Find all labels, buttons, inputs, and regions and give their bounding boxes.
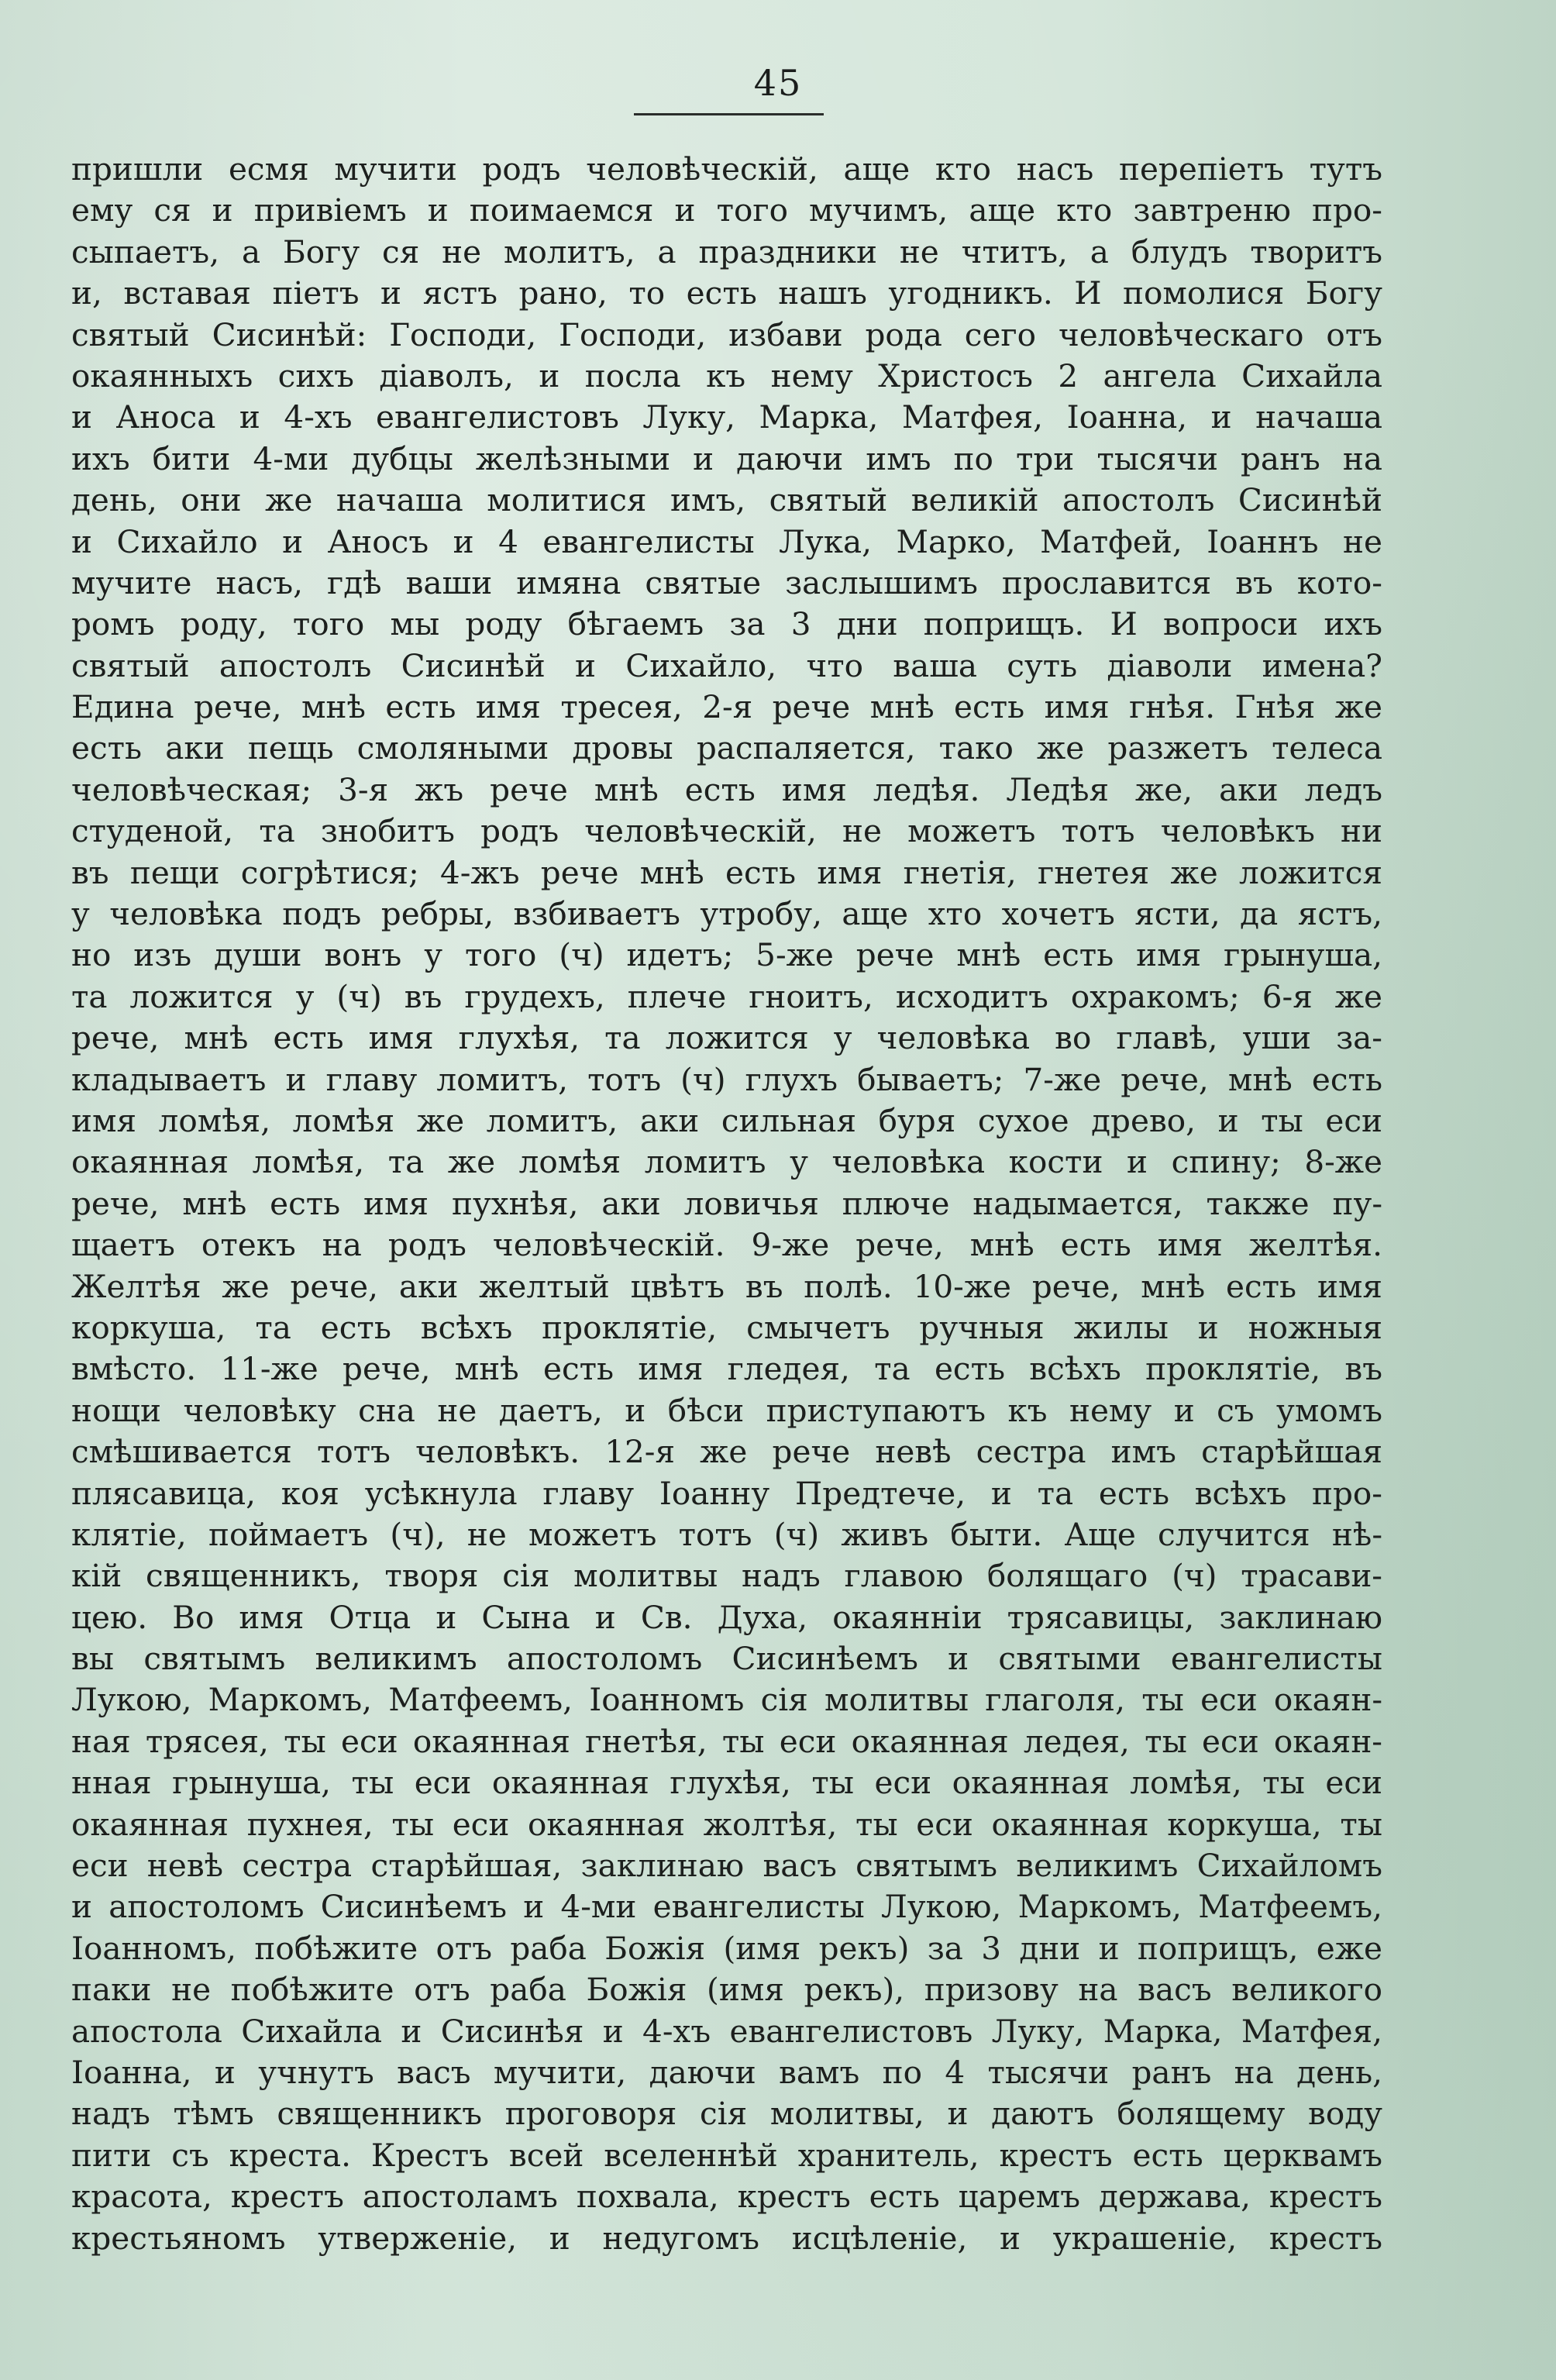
text-line: и Сихайло и Аносъ и 4 евангелисты Лука, Марко, Матфей, Іоаннъ не — [71, 522, 1382, 560]
text-line: клятіе, поймаетъ (ч), не можетъ тотъ (ч) живъ быти. Аще случится нѣ- — [71, 1515, 1382, 1553]
text-line: щаетъ отекъ на родъ человѣческій. 9-же рече, мнѣ есть имя желтѣя. — [71, 1226, 1382, 1264]
text-line: есть аки пещь смоляными дровы распаляется, тако же разжетъ телеса — [71, 729, 1382, 767]
text-line: коркуша, та есть всѣхъ проклятіе, смычетъ ручныя жилы и ножныя — [71, 1308, 1382, 1346]
text-line: ная трясея, ты еси окаянная гнетѣя, ты еси окаянная ледея, ты еси окаян- — [71, 1722, 1382, 1760]
text-line: окаянная пухнея, ты еси окаянная жолтѣя, ты еси окаянная коркуша, ты — [71, 1805, 1382, 1843]
text-line: нощи человѣку сна не даетъ, и бѣси приступаютъ къ нему и съ умомъ — [71, 1391, 1382, 1429]
text-line: Желтѣя же рече, аки желтый цвѣтъ въ полѣ. 10-же рече, мнѣ есть имя — [71, 1267, 1382, 1305]
header-rule — [634, 113, 824, 115]
text-line: у человѣка подъ ребры, взбиваетъ утробу, аще хто хочетъ ясти, да ястъ, — [71, 895, 1382, 933]
text-line: Іоанномъ, побѣжите отъ раба Божія (имя рекъ) за 3 дни и поприщъ, еже — [71, 1929, 1382, 1967]
text-line: кладываетъ и главу ломитъ, тотъ (ч) глухъ бываетъ; 7-же рече, мнѣ есть — [71, 1060, 1382, 1098]
text-line: ихъ бити 4-ми дубцы желѣзными и даючи имъ по три тысячи ранъ на — [71, 439, 1382, 477]
text-line: смѣшивается тотъ человѣкъ. 12-я же рече невѣ сестра имъ старѣйшая — [71, 1433, 1382, 1471]
text-line: человѣческая; 3-я жъ рече мнѣ есть имя ледѣя. Ледѣя же, аки ледъ — [71, 770, 1382, 808]
text-line: ему ся и привіемъ и поимаемся и того мучимъ, аще кто завтреню про- — [71, 191, 1382, 229]
text-line: окаянныхъ сихъ діаволъ, и посла къ нему Христосъ 2 ангела Сихайла — [71, 356, 1382, 394]
text-line: Лукою, Маркомъ, Матфеемъ, Іоанномъ сія молитвы глаголя, ты еси окаян- — [71, 1681, 1382, 1719]
text-line: вы святымъ великимъ апостоломъ Сисинѣемъ и святыми евангелисты — [71, 1640, 1382, 1678]
text-line: сыпаетъ, а Богу ся не молитъ, а праздники не чтитъ, а блудъ творитъ — [71, 232, 1382, 270]
text-line: красота, крестъ апостоламъ похвала, крестъ есть царемъ держава, крестъ — [71, 2178, 1382, 2216]
text-line: святый Сисинѣй: Господи, Господи, избави рода сего человѣческаго отъ — [71, 315, 1382, 353]
page-number: 45 — [753, 62, 803, 104]
text-line: та ложится у (ч) въ грудехъ, плече гноитъ, исходитъ охракомъ; 6-я же — [71, 977, 1382, 1015]
text-line: паки не побѣжите отъ раба Божія (имя рекъ), призову на васъ великого — [71, 1971, 1382, 2009]
text-line: Іоанна, и учнутъ васъ мучити, даючи вамъ по 4 тысячи ранъ на день, — [71, 2053, 1382, 2091]
text-line: ромъ роду, того мы роду бѣгаемъ за 3 дни поприщъ. И вопроси ихъ — [71, 605, 1382, 643]
text-line: кій священникъ, творя сія молитвы надъ главою болящаго (ч) трасави- — [71, 1557, 1382, 1595]
text-line: надъ тѣмъ священникъ проговоря сія молитвы, и даютъ болящему воду — [71, 2095, 1382, 2133]
text-line: и Аноса и 4-хъ евангелистовъ Луку, Марка, Матфея, Іоанна, и начаша — [71, 398, 1382, 436]
text-line: но изъ души вонъ у того (ч) идетъ; 5-же рече мнѣ есть имя грынуша, — [71, 936, 1382, 974]
text-line: еси невѣ сестра старѣйшая, заклинаю васъ святымъ великимъ Сихайломъ — [71, 1847, 1382, 1885]
text-line: имя ломѣя, ломѣя же ломитъ, аки сильная буря сухое древо, и ты еси — [71, 1101, 1382, 1139]
text-line: рече, мнѣ есть имя пухнѣя, аки ловичья плюче надымается, также пу- — [71, 1184, 1382, 1222]
text-line: въ пещи согрѣтися; 4-жъ рече мнѣ есть имя гнетія, гнетея же ложится — [71, 853, 1382, 891]
text-line: плясавица, коя усѣкнула главу Іоанну Предтече, и та есть всѣхъ про- — [71, 1474, 1382, 1512]
text-line: студеной, та знобитъ родъ человѣческій, не можетъ тотъ человѣкъ ни — [71, 812, 1382, 850]
text-line: святый апостолъ Сисинѣй и Сихайло, что ваша суть діаволи имена? — [71, 646, 1382, 684]
body-text — [71, 149, 1382, 2259]
text-line: пити съ креста. Крестъ всей вселеннѣй хранитель, крестъ есть церквамъ — [71, 2136, 1382, 2174]
text-line: день, они же начаша молитися имъ, святый великій апостолъ Сисинѣй — [71, 481, 1382, 519]
text-line: крестьяномъ утверженіе, и недугомъ исцѣленіе, и украшеніе, крестъ — [71, 2219, 1382, 2257]
text-line: и апостоломъ Сисинѣемъ и 4-ми евангелисты Лукою, Маркомъ, Матфеемъ, — [71, 1888, 1382, 1926]
text-line: пришли есмя мучити родъ человѣческій, аще кто насъ перепіетъ тутъ — [71, 150, 1382, 188]
text-line: апостола Сихайла и Сисинѣя и 4-хъ евангелистовъ Луку, Марка, Матфея, — [71, 2012, 1382, 2050]
text-line: нная грынуша, ты еси окаянная глухѣя, ты еси окаянная ломѣя, ты еси — [71, 1764, 1382, 1802]
text-line: окаянная ломѣя, та же ломѣя ломитъ у человѣка кости и спину; 8-же — [71, 1143, 1382, 1181]
text-line: рече, мнѣ есть имя глухѣя, та ложится у человѣка во главѣ, уши за- — [71, 1019, 1382, 1057]
text-line: мучите насъ, гдѣ ваши имяна святые заслышимъ прославится въ кото- — [71, 563, 1382, 601]
text-line: Едина рече, мнѣ есть имя тресея, 2-я рече мнѣ есть имя гнѣя. Гнѣя же — [71, 688, 1382, 726]
text-line: и, вставая піетъ и ястъ рано, то есть нашъ угодникъ. И помолися Богу — [71, 274, 1382, 312]
text-line: вмѣсто. 11-же рече, мнѣ есть имя гледея, та есть всѣхъ проклятіе, въ — [71, 1350, 1382, 1388]
text-line: цею. Во имя Отца и Сына и Св. Духа, окаянніи трясавицы, заклинаю — [71, 1598, 1382, 1636]
